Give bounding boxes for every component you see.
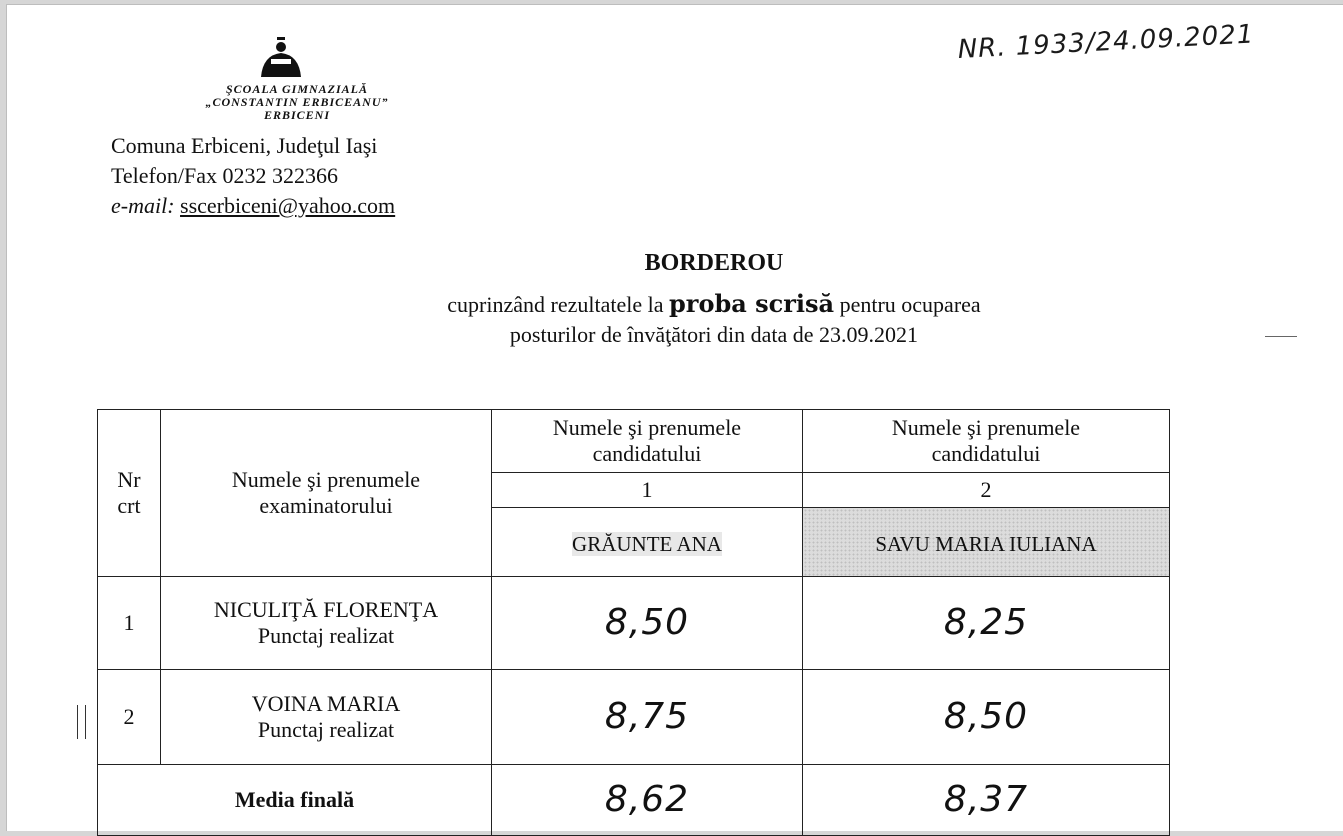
examiner-cell [161,670,492,765]
score-cell: 8,25 [803,577,1170,670]
examiner-name: VOINA MARIA [251,691,401,716]
final-average-label: Media finală [98,765,492,836]
school-name [117,83,477,122]
subtitle-emphasis: proba scrisă [669,289,835,318]
registration-number: NR. 1933/24.09.2021 [957,19,1256,65]
subtitle-part2: pentru ocuparea [839,292,981,317]
col-candidate1-header: Numele şi prenumele candidatului [492,410,803,473]
table-row [98,670,1170,765]
score-cell: 8,50 [492,577,803,670]
col-candidate2-header: Numele şi prenumele candidatului [803,410,1170,473]
candidate1-number: 1 [492,473,803,508]
school-name-line2: „CONSTANTIN ERBICEANU” [205,95,389,109]
email-label: e-mail: [111,193,175,218]
school-name-line1: ŞCOALA GIMNAZIALĂ [225,82,369,96]
margin-mark [73,705,91,741]
email-line [111,191,395,221]
examiner-caption: Punctaj realizat [257,623,395,648]
row-nr: 1 [98,577,161,670]
examiner-cell [161,577,492,670]
final-average-row [98,765,1170,836]
examiner-name: NICULIŢĂ FLORENŢA [213,597,439,622]
school-emblem-icon [251,33,311,81]
col-examiner-header: Numele şi prenumele examinatorului [161,410,492,577]
phone: Telefon/Fax 0232 322366 [111,163,338,188]
score-cell: 8,50 [803,670,1170,765]
email-link[interactable]: sscerbiceni@yahoo.com [180,193,396,218]
subtitle-line2: posturilor de învăţători din data de 23.09.2021 [509,322,919,347]
address: Comuna Erbiceni, Judeţul Iaşi [111,133,378,158]
table-row [98,577,1170,670]
row-nr: 2 [98,670,161,765]
col-nr-header: Nr crt [98,410,161,577]
results-table [97,409,1170,836]
subtitle-part1: cuprinzând rezultatele la [447,292,664,317]
candidate2-name: SAVU MARIA IULIANA [803,508,1170,577]
examiner-caption: Punctaj realizat [257,717,395,742]
school-name-line3: ERBICENI [263,108,331,122]
contact-block [111,131,395,221]
candidate1-name: GRĂUNTE ANA [572,532,722,556]
document-subtitle [7,289,1343,350]
margin-dash [1265,336,1297,337]
score-cell: 8,75 [492,670,803,765]
table-header-row [98,410,1170,473]
document-title: BORDEROU [644,250,784,276]
final-score-cell: 8,37 [803,765,1170,836]
document-page [6,4,1343,831]
candidate2-number: 2 [803,473,1170,508]
final-score-cell: 8,62 [492,765,803,836]
